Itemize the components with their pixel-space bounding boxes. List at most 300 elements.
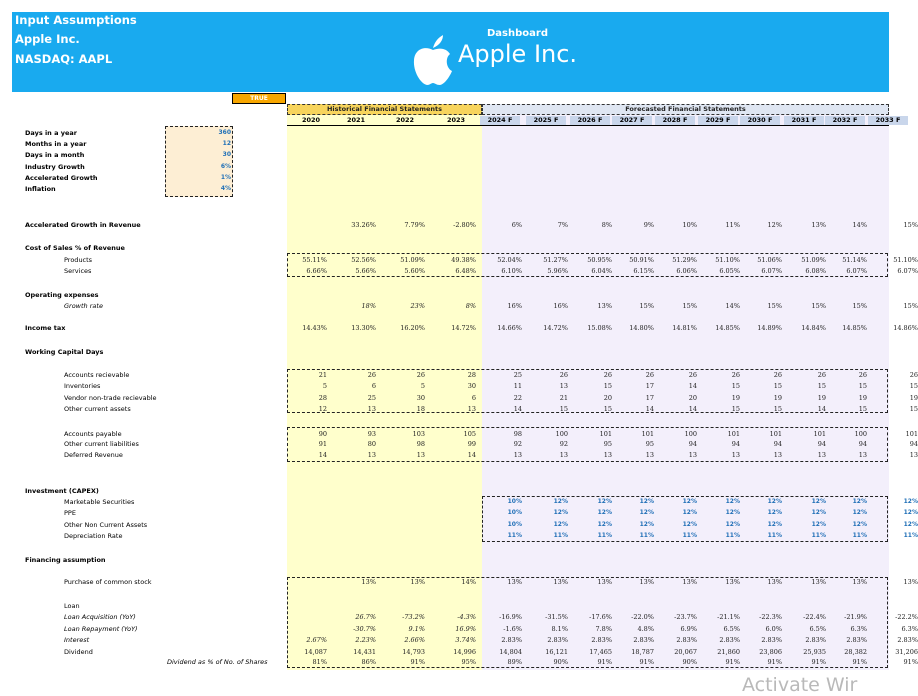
cell-value[interactable]: 6 [471, 394, 476, 402]
cell-value[interactable]: 13 [688, 451, 697, 459]
cell-value[interactable]: 21 [559, 394, 568, 402]
cell-value[interactable]: 13 [858, 451, 867, 459]
cell-value[interactable]: 13.30% [351, 324, 376, 332]
dashboard-link[interactable]: Dashboard [487, 28, 548, 39]
cell-value[interactable]: 94 [773, 440, 782, 448]
cell-value[interactable]: 22 [513, 394, 522, 402]
cell-value[interactable]: 31,206 [895, 648, 918, 656]
cell-value[interactable]: 10% [682, 221, 697, 229]
cell-value[interactable]: 2.83% [676, 636, 697, 644]
year-header: 2033 F [868, 116, 908, 125]
row-label: Growth rate [64, 302, 103, 310]
cell-value[interactable]: 12% [682, 498, 697, 505]
cell-value[interactable]: 13 [559, 451, 568, 459]
cell-value[interactable]: 50.95% [587, 256, 612, 264]
cell-value[interactable]: 20 [688, 394, 697, 402]
cell-value[interactable]: 26 [688, 371, 697, 379]
cell-value[interactable]: 12% [553, 498, 568, 505]
cell-value[interactable]: 26 [603, 371, 612, 379]
cell-value[interactable]: 18 [416, 405, 425, 413]
cell-value[interactable]: 13% [725, 578, 740, 586]
cell-value[interactable]: 14.85% [842, 324, 867, 332]
cell-value[interactable]: 14.89% [757, 324, 782, 332]
cell-value[interactable]: 2.83% [761, 636, 782, 644]
cell-value[interactable]: 12% [852, 521, 867, 528]
cell-value[interactable]: -22.3% [759, 613, 782, 621]
cell-value[interactable]: -22.2% [895, 613, 918, 621]
input-label: Industry Growth [25, 163, 85, 171]
cell-value[interactable]: 12% [682, 521, 697, 528]
cell-value[interactable]: 19 [858, 394, 867, 402]
cell-value[interactable]: 91 [318, 440, 327, 448]
cell-value[interactable]: 10% [507, 509, 522, 516]
cell-value[interactable]: 12% [767, 509, 782, 516]
cell-value[interactable]: 12% [725, 509, 740, 516]
cell-value[interactable]: 52.56% [351, 256, 376, 264]
cell-value[interactable]: 15 [603, 382, 612, 390]
cell-value[interactable]: 12% [597, 521, 612, 528]
cell-value[interactable]: 14 [318, 451, 327, 459]
input-value[interactable]: 1% [220, 174, 231, 181]
cell-value[interactable]: 14.81% [672, 324, 697, 332]
cell-value[interactable]: 11% [852, 532, 867, 539]
cell-value[interactable]: 18% [361, 302, 376, 310]
cell-value[interactable]: 49.38% [451, 256, 476, 264]
input-value[interactable]: 360 [218, 129, 231, 136]
cell-value[interactable]: 81% [312, 658, 327, 666]
cell-value[interactable]: 11% [597, 532, 612, 539]
cell-value[interactable]: 5.96% [547, 267, 568, 275]
cell-value[interactable]: 14.80% [629, 324, 654, 332]
cell-value[interactable]: 6.10% [501, 267, 522, 275]
cell-value[interactable]: 93 [367, 430, 376, 438]
input-value[interactable]: 12 [222, 140, 231, 147]
cell-value[interactable]: 51.09% [400, 256, 425, 264]
cell-value[interactable]: 33.26% [351, 221, 376, 229]
cell-value[interactable]: 15 [773, 405, 782, 413]
cell-value[interactable]: 13% [682, 578, 697, 586]
cell-value[interactable]: 26.7% [355, 613, 376, 621]
cell-value[interactable]: 3.74% [455, 636, 476, 644]
cell-value[interactable]: 5 [322, 382, 327, 390]
row-label: Marketable Securities [64, 498, 135, 506]
cell-value[interactable]: 28 [318, 394, 327, 402]
cell-value[interactable]: 20 [603, 394, 612, 402]
cell-value[interactable]: 2.83% [547, 636, 568, 644]
cell-value[interactable]: 94 [731, 440, 740, 448]
cell-value[interactable]: 12% [639, 498, 654, 505]
cell-value[interactable]: 11% [507, 532, 522, 539]
cell-value[interactable]: 51.29% [672, 256, 697, 264]
cell-value[interactable]: 100 [854, 430, 867, 438]
cell-value[interactable]: 11% [903, 532, 918, 539]
cell-value[interactable]: 6.5% [809, 625, 826, 633]
cell-value[interactable]: 15 [909, 405, 918, 413]
cell-value[interactable]: 90% [553, 658, 568, 666]
cell-value[interactable]: 13 [731, 451, 740, 459]
cell-value[interactable]: 12% [597, 509, 612, 516]
cell-value[interactable]: 13% [811, 221, 826, 229]
cell-value[interactable]: 12% [903, 521, 918, 528]
cell-value[interactable]: 15 [603, 405, 612, 413]
cell-value[interactable]: 30 [416, 394, 425, 402]
cell-value[interactable]: 6.48% [455, 267, 476, 275]
year-header: 2023 [446, 116, 466, 124]
cell-value[interactable]: 91% [639, 658, 654, 666]
cell-value[interactable]: 13% [852, 578, 867, 586]
cell-value[interactable]: 14.66% [497, 324, 522, 332]
cell-value[interactable]: 2.83% [591, 636, 612, 644]
cell-value[interactable]: 101 [813, 430, 826, 438]
cell-value[interactable]: 15 [817, 382, 826, 390]
cell-value[interactable]: 13% [361, 578, 376, 586]
cell-value[interactable]: 2.83% [846, 636, 867, 644]
cell-value[interactable]: 91% [725, 658, 740, 666]
cell-value[interactable]: 14 [688, 382, 697, 390]
cell-value[interactable]: 100 [684, 430, 697, 438]
cell-value[interactable]: 13 [603, 451, 612, 459]
cell-value[interactable]: 15% [682, 302, 697, 310]
cell-value[interactable]: 91% [767, 658, 782, 666]
cell-value[interactable]: 11% [639, 532, 654, 539]
cell-value[interactable]: 8% [601, 221, 612, 229]
cell-value[interactable]: 26 [645, 371, 654, 379]
cell-value[interactable]: 14,793 [402, 648, 425, 656]
cell-value[interactable]: -31.5% [545, 613, 568, 621]
cell-value[interactable]: 26 [773, 371, 782, 379]
cell-value[interactable]: 2.23% [355, 636, 376, 644]
cell-value[interactable]: -1.6% [503, 625, 522, 633]
cell-value[interactable]: 94 [817, 440, 826, 448]
cell-value[interactable]: 12% [811, 509, 826, 516]
cell-value[interactable]: 13% [903, 578, 918, 586]
cell-value[interactable]: 7.8% [595, 625, 612, 633]
cell-value[interactable]: 6.3% [901, 625, 918, 633]
cell-value[interactable]: 26 [416, 371, 425, 379]
cell-value[interactable]: 6.0% [765, 625, 782, 633]
cell-value[interactable]: 15 [909, 382, 918, 390]
cell-value[interactable]: 91% [903, 658, 918, 666]
cell-value[interactable]: 23% [410, 302, 425, 310]
cell-value[interactable]: 94 [909, 440, 918, 448]
cell-value[interactable]: 52.04% [497, 256, 522, 264]
cell-value[interactable]: 6.9% [680, 625, 697, 633]
cell-value[interactable]: 4.8% [637, 625, 654, 633]
cell-value[interactable]: 14,804 [499, 648, 522, 656]
cell-value[interactable]: 101 [727, 430, 740, 438]
cell-value[interactable]: 13 [367, 405, 376, 413]
cell-value[interactable]: 19 [817, 394, 826, 402]
cell-value[interactable]: 100 [555, 430, 568, 438]
cell-value[interactable]: 14,431 [353, 648, 376, 656]
cell-value[interactable]: 12% [682, 509, 697, 516]
cell-value[interactable]: 13% [597, 578, 612, 586]
cell-value[interactable]: 14.72% [451, 324, 476, 332]
cell-value[interactable]: 101 [641, 430, 654, 438]
cell-value[interactable]: -22.4% [803, 613, 826, 621]
cell-value[interactable]: 13 [559, 382, 568, 390]
cell-value[interactable]: -23.7% [674, 613, 697, 621]
cell-value[interactable]: 51.14% [842, 256, 867, 264]
cell-value[interactable]: 14 [817, 405, 826, 413]
cell-value[interactable]: 12% [767, 498, 782, 505]
cell-value[interactable]: 13 [416, 451, 425, 459]
cell-value[interactable]: 16% [507, 302, 522, 310]
cell-value[interactable]: 55.11% [302, 256, 327, 264]
cell-value[interactable]: 13 [909, 451, 918, 459]
cell-value[interactable]: 13% [639, 578, 654, 586]
cell-value[interactable]: 5.66% [355, 267, 376, 275]
cell-value[interactable]: 91% [410, 658, 425, 666]
cell-value[interactable]: 12% [811, 521, 826, 528]
cell-value[interactable]: 2.67% [306, 636, 327, 644]
cell-value[interactable]: 13% [507, 578, 522, 586]
cell-value[interactable]: 15% [903, 302, 918, 310]
cell-value[interactable]: 14 [688, 405, 697, 413]
cell-value[interactable]: 10% [507, 498, 522, 505]
cell-value[interactable]: 20,067 [674, 648, 697, 656]
cell-value[interactable]: 7.79% [404, 221, 425, 229]
cell-value[interactable]: 13 [645, 451, 654, 459]
cell-value[interactable]: 15 [559, 405, 568, 413]
cell-value[interactable]: 94 [858, 440, 867, 448]
cell-value[interactable]: 6.08% [805, 267, 826, 275]
cell-value[interactable]: 2.83% [719, 636, 740, 644]
cell-value[interactable]: 14.86% [893, 324, 918, 332]
cell-value[interactable]: 14.85% [715, 324, 740, 332]
cell-value[interactable]: 14,996 [453, 648, 476, 656]
cell-value[interactable]: 13 [817, 451, 826, 459]
cell-value[interactable]: -2.80% [453, 221, 476, 229]
cell-value[interactable]: 16.20% [400, 324, 425, 332]
cell-value[interactable]: 12% [553, 509, 568, 516]
cell-value[interactable]: 9% [643, 221, 654, 229]
cell-value[interactable]: 11 [513, 382, 522, 390]
cell-value[interactable]: 99 [467, 440, 476, 448]
cell-value[interactable]: 21 [318, 371, 327, 379]
cell-value[interactable]: 12% [767, 221, 782, 229]
cell-value[interactable]: 26 [909, 371, 918, 379]
cell-value[interactable]: 13 [367, 451, 376, 459]
cell-value[interactable]: 5 [420, 382, 425, 390]
cell-value[interactable]: 6% [511, 221, 522, 229]
cell-value[interactable]: 14% [725, 302, 740, 310]
cell-value[interactable]: 26 [367, 371, 376, 379]
cell-value[interactable]: 12% [811, 498, 826, 505]
cell-value[interactable]: 12% [852, 498, 867, 505]
cell-value[interactable]: 101 [599, 430, 612, 438]
cell-value[interactable]: 26 [858, 371, 867, 379]
cell-value[interactable]: 23,806 [759, 648, 782, 656]
cell-value[interactable]: 28 [467, 371, 476, 379]
cell-value[interactable]: 26 [817, 371, 826, 379]
cell-value[interactable]: 14.72% [543, 324, 568, 332]
cell-value[interactable]: 15 [773, 382, 782, 390]
cell-value[interactable]: 25,935 [803, 648, 826, 656]
cell-value[interactable]: 101 [905, 430, 918, 438]
cell-value[interactable]: 17 [645, 394, 654, 402]
cell-value[interactable]: 90% [682, 658, 697, 666]
cell-value[interactable]: 8% [465, 302, 476, 310]
cell-value[interactable]: 26 [731, 371, 740, 379]
cell-value[interactable]: 17,465 [589, 648, 612, 656]
cell-value[interactable]: 92 [559, 440, 568, 448]
cell-value[interactable]: 28,382 [844, 648, 867, 656]
cell-value[interactable]: -30.7% [353, 625, 376, 633]
cell-value[interactable]: 19 [731, 394, 740, 402]
cell-value[interactable]: 6.04% [591, 267, 612, 275]
cell-value[interactable]: 101 [769, 430, 782, 438]
cell-value[interactable]: 13% [597, 302, 612, 310]
cell-value[interactable]: 105 [463, 430, 476, 438]
cell-value[interactable]: 50.91% [629, 256, 654, 264]
cell-value[interactable]: 18,787 [631, 648, 654, 656]
input-value[interactable]: 4% [220, 185, 231, 192]
cell-value[interactable]: 8.1% [551, 625, 568, 633]
cell-value[interactable]: -17.6% [589, 613, 612, 621]
cell-value[interactable]: 15.08% [587, 324, 612, 332]
cell-value[interactable]: 98 [513, 430, 522, 438]
cell-value[interactable]: -73.2% [402, 613, 425, 621]
cell-value[interactable]: -4.3% [457, 613, 476, 621]
cell-value[interactable]: 14 [645, 405, 654, 413]
cell-value[interactable]: 51.27% [543, 256, 568, 264]
cell-value[interactable]: 6.66% [306, 267, 327, 275]
cell-value[interactable]: 14.43% [302, 324, 327, 332]
cell-value[interactable]: 91% [597, 658, 612, 666]
cell-value[interactable]: -21.9% [844, 613, 867, 621]
cell-value[interactable]: 14.84% [801, 324, 826, 332]
cell-value[interactable]: 12% [639, 509, 654, 516]
cell-value[interactable]: 11% [811, 532, 826, 539]
cell-value[interactable]: 15 [858, 382, 867, 390]
cell-value[interactable]: 6.07% [761, 267, 782, 275]
cell-value[interactable]: 13% [811, 578, 826, 586]
cell-value[interactable]: 6 [371, 382, 376, 390]
cell-value[interactable]: 11% [725, 532, 740, 539]
cell-value[interactable]: 16.9% [455, 625, 476, 633]
cell-value[interactable]: 6.15% [633, 267, 654, 275]
cell-value[interactable]: 89% [507, 658, 522, 666]
cell-value[interactable]: 12% [597, 498, 612, 505]
cell-value[interactable]: 15% [811, 302, 826, 310]
cell-value[interactable]: 11% [767, 532, 782, 539]
cell-value[interactable]: 15% [639, 302, 654, 310]
cell-value[interactable]: 10% [507, 521, 522, 528]
cell-value[interactable]: 26 [559, 371, 568, 379]
cell-value[interactable]: 6.07% [846, 267, 867, 275]
cell-value[interactable]: 30 [467, 382, 476, 390]
cell-value[interactable]: 6.3% [850, 625, 867, 633]
cell-value[interactable]: 14% [461, 578, 476, 586]
cell-value[interactable]: 16% [553, 302, 568, 310]
cell-value[interactable]: 25 [367, 394, 376, 402]
cell-value[interactable]: 91% [811, 658, 826, 666]
cell-value[interactable]: 15% [767, 302, 782, 310]
cell-value[interactable]: 25 [513, 371, 522, 379]
cell-value[interactable]: 19 [909, 394, 918, 402]
cell-value[interactable]: 12% [639, 521, 654, 528]
cell-value[interactable]: 13 [513, 451, 522, 459]
cell-value[interactable]: 14 [467, 451, 476, 459]
cell-value[interactable]: 2.66% [404, 636, 425, 644]
cell-value[interactable]: 92 [513, 440, 522, 448]
cell-value[interactable]: 98 [416, 440, 425, 448]
cell-value[interactable]: 9.1% [408, 625, 425, 633]
cell-value[interactable]: 12% [767, 521, 782, 528]
cell-value[interactable]: 14 [513, 405, 522, 413]
cell-value[interactable]: 11% [682, 532, 697, 539]
cell-value[interactable]: -21.1% [717, 613, 740, 621]
cell-value[interactable]: 17 [645, 382, 654, 390]
cell-value[interactable]: 15 [731, 382, 740, 390]
cell-value[interactable]: 2.83% [805, 636, 826, 644]
cell-value[interactable]: 6.06% [676, 267, 697, 275]
cell-value[interactable]: 91% [852, 658, 867, 666]
cell-value[interactable]: 95% [461, 658, 476, 666]
cell-value[interactable]: 13% [410, 578, 425, 586]
cell-value[interactable]: 95 [603, 440, 612, 448]
cell-value[interactable]: 21,860 [717, 648, 740, 656]
cell-value[interactable]: 19 [773, 394, 782, 402]
cell-value[interactable]: 12% [852, 509, 867, 516]
cell-value[interactable]: -16.9% [499, 613, 522, 621]
input-value[interactable]: 6% [220, 163, 231, 170]
cell-value[interactable]: 13% [767, 578, 782, 586]
cell-value[interactable]: -22.0% [631, 613, 654, 621]
cell-value[interactable]: 7% [557, 221, 568, 229]
cell-value[interactable]: 103 [412, 430, 425, 438]
cell-value[interactable]: 15 [858, 405, 867, 413]
cell-value[interactable]: 16,121 [545, 648, 568, 656]
cell-value[interactable]: 15% [903, 221, 918, 229]
cell-value[interactable]: 51.06% [757, 256, 782, 264]
cell-value[interactable]: 90 [318, 430, 327, 438]
input-value[interactable]: 30 [222, 151, 231, 158]
cell-value[interactable]: 86% [361, 658, 376, 666]
cell-value[interactable]: 13 [467, 405, 476, 413]
cell-value[interactable]: 15% [852, 302, 867, 310]
cell-value[interactable]: 5.60% [404, 267, 425, 275]
cell-value[interactable]: 2.83% [897, 636, 918, 644]
cell-value[interactable]: 12% [725, 521, 740, 528]
cell-value[interactable]: 51.10% [715, 256, 740, 264]
cell-value[interactable]: 14,087 [304, 648, 327, 656]
cell-value[interactable]: 80 [367, 440, 376, 448]
cell-value[interactable]: 2.83% [633, 636, 654, 644]
cell-value[interactable]: 15 [731, 405, 740, 413]
cell-value[interactable]: 6.05% [719, 267, 740, 275]
brand-title: Apple Inc. [458, 40, 578, 68]
cell-value[interactable]: 14% [852, 221, 867, 229]
cell-value[interactable]: 12% [725, 498, 740, 505]
cell-value[interactable]: 51.09% [801, 256, 826, 264]
cell-value[interactable]: 12% [903, 509, 918, 516]
cell-value[interactable]: 12 [318, 405, 327, 413]
cell-value[interactable]: 51.10% [893, 256, 918, 264]
cell-value[interactable]: 95 [645, 440, 654, 448]
cell-value[interactable]: 6.07% [897, 267, 918, 275]
cell-value[interactable]: 2.83% [501, 636, 522, 644]
cell-value[interactable]: 13 [773, 451, 782, 459]
cell-value[interactable]: 12% [553, 521, 568, 528]
cell-value[interactable]: 13% [553, 578, 568, 586]
cell-value[interactable]: 12% [903, 498, 918, 505]
cell-value[interactable]: 11% [725, 221, 740, 229]
cell-value[interactable]: 6.5% [723, 625, 740, 633]
cell-value[interactable]: 11% [553, 532, 568, 539]
cell-value[interactable]: 94 [688, 440, 697, 448]
